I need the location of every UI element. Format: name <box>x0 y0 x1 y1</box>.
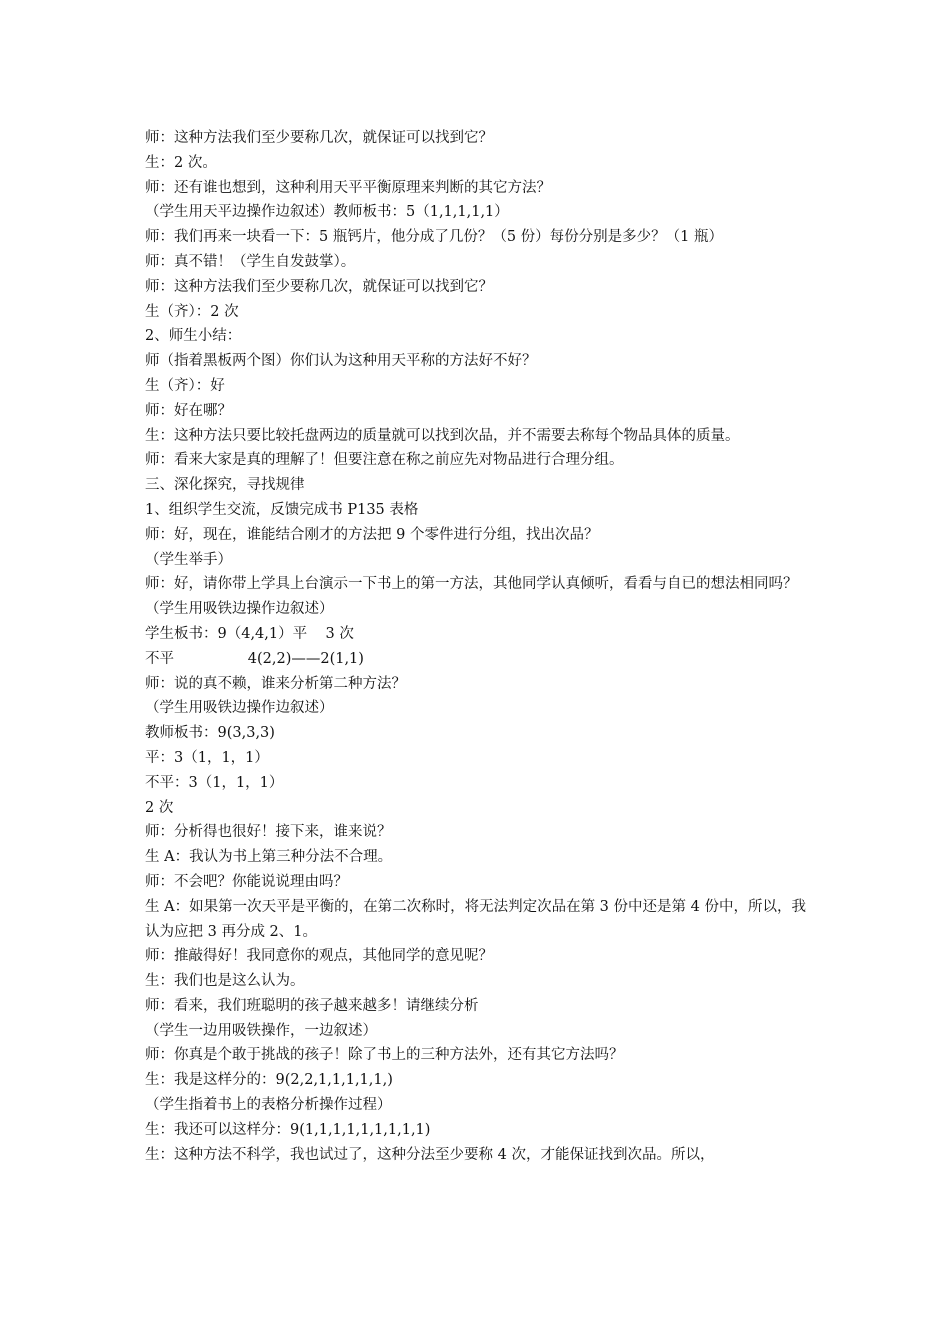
text-line: 不平 4(2,2)——2(1,1) <box>145 650 364 667</box>
text-line: 生：我是这样分的：9(2,2,1,1,1,1,1,) <box>145 1072 393 1089</box>
text-line: 师（指着黑板两个图）你们认为这种用天平称的方法好不好？ <box>145 353 537 370</box>
text-line: 1、组织学生交流，反馈完成书 P135 表格 <box>145 501 419 518</box>
text-line: 师：真不错！（学生自发鼓掌）。 <box>145 253 356 270</box>
text-line: 生：我还可以这样分：9(1,1,1,1,1,1,1,1,1) <box>145 1121 431 1138</box>
text-line: 学生板书：9（4,4,1）平 3 次 <box>145 625 354 642</box>
text-line: 师：好，请你带上学具上台演示一下书上的第一方法，其他同学认真倾听，看看与自已的想法相同吗？ <box>145 576 798 593</box>
text-line: （学生一边用吸铁操作，一边叙述） <box>145 1022 377 1039</box>
text-line: 生 A：我认为书上第三种分法不合理。 <box>145 849 393 866</box>
text-line: 平：3（1，1，1） <box>145 749 269 766</box>
text-line: 师：好在哪？ <box>145 402 232 419</box>
text-line: 生：这种方法不科学，我也试过了，这种分法至少要称 4 次，才能保证找到次品。所以， <box>145 1146 715 1163</box>
text-line: 师：说的真不赖，谁来分析第二种方法？ <box>145 675 406 692</box>
text-line: 2 次 <box>145 799 174 816</box>
text-line: 师：你真是个敢于挑战的孩子！除了书上的三种方法外，还有其它方法吗？ <box>145 1047 624 1064</box>
text-line: （学生用吸铁边操作边叙述） <box>145 601 334 618</box>
text-line: 师：还有谁也想到，这种利用天平平衡原理来判断的其它方法？ <box>145 179 551 196</box>
text-line: 师：这种方法我们至少要称几次，就保证可以找到它？ <box>145 130 493 146</box>
text-line: 生：2 次。 <box>145 154 217 171</box>
text-line: 不平：3（1，1，1） <box>145 774 284 791</box>
text-line: 师：分析得也很好！接下来，谁来说？ <box>145 824 392 841</box>
text-line: （学生举手） <box>145 551 232 568</box>
text-line: 三、深化探究，寻找规律 <box>145 477 305 494</box>
text-line: 师：推敲得好！我同意你的观点，其他同学的意见呢？ <box>145 948 493 965</box>
text-line: 师：看来，我们班聪明的孩子越来越多！请继续分析 <box>145 997 479 1014</box>
text-line: 2、师生小结： <box>145 328 242 345</box>
text-line: 师：这种方法我们至少要称几次，就保证可以找到它？ <box>145 278 493 295</box>
text-line: 师：好，现在，谁能结合刚才的方法把 9 个零件进行分组，找出次品？ <box>145 526 599 543</box>
text-line: （学生用吸铁边操作边叙述） <box>145 700 334 717</box>
text-line: 教师板书：9(3,3,3) <box>145 725 275 742</box>
text-line: （学生用天平边操作边叙述）教师板书：5（1,1,1,1,1） <box>145 204 509 221</box>
text-line: 师：我们再来一块看一下：5 瓶钙片，他分成了几份？（5 份）每份分别是多少？（1 瓶） <box>145 229 724 246</box>
text-line: 生：这种方法只要比较托盘两边的质量就可以找到次品，并不需要去称每个物品具体的质量。 <box>145 427 740 444</box>
text-line: 师：看来大家是真的理解了！但要注意在称之前应先对物品进行合理分组。 <box>145 452 624 469</box>
text-line: 生（齐）：2 次 <box>145 303 239 320</box>
text-line: 生：我们也是这么认为。 <box>145 973 305 990</box>
text-line: 师：不会吧？你能说说理由吗？ <box>145 873 348 890</box>
text-line: （学生指着书上的表格分析操作过程） <box>145 1097 392 1114</box>
document-body <box>145 126 815 1167</box>
text-line: 生（齐）：好 <box>145 377 225 394</box>
text-line: 生 A：如果第一次天平是平衡的，在第二次称时，将无法判定次品在第 3 份中还是第 4 份中，所以，我认为应把 3 再分成 2、1。 <box>145 898 806 940</box>
